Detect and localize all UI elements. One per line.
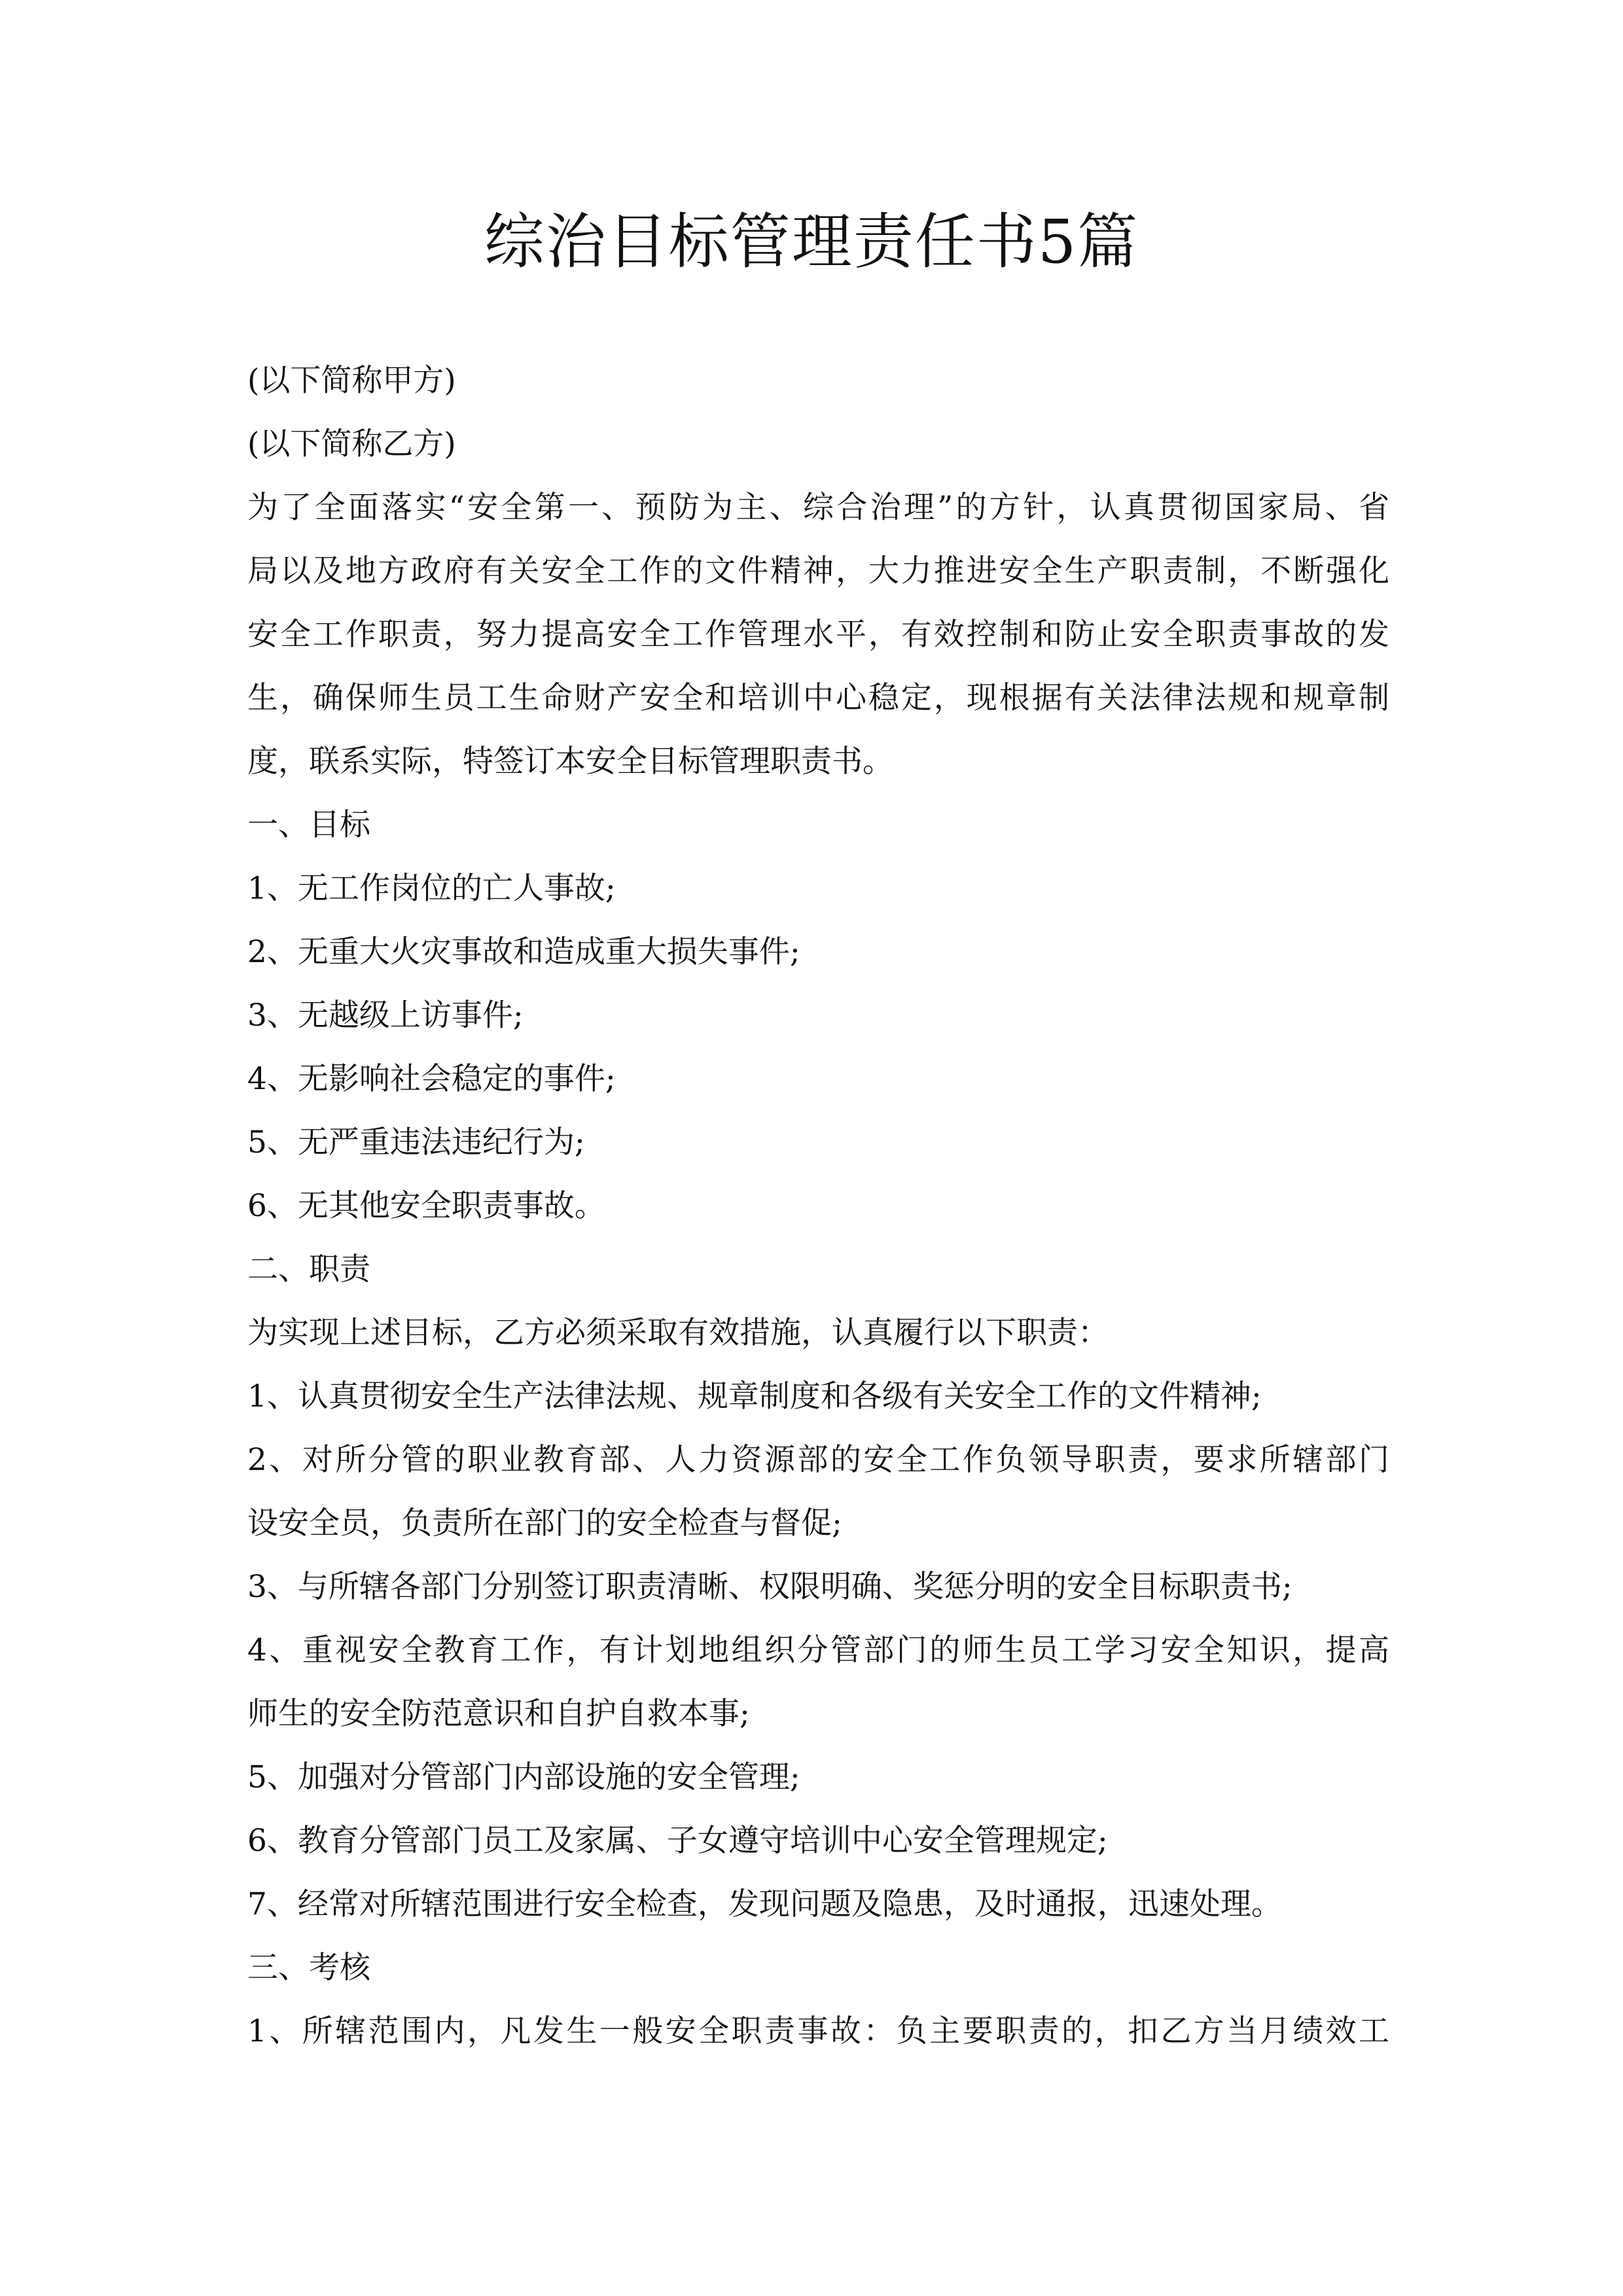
document-title: 综治目标管理责任书5篇	[484, 207, 1139, 277]
duty-item-4-line-2: 师生的安全防范意识和自护自救本事;	[247, 1696, 750, 1732]
duty-item-2-line-2: 设安全员，负责所在部门的安全检查与督促;	[247, 1505, 842, 1541]
duties-intro: 为实现上述目标，乙方必须采取有效措施，认真履行以下职责：	[247, 1315, 1109, 1351]
assessment-item-1-line-1: 1、所辖范围内，凡发生一般安全职责事故：负主要职责的，扣乙方当月绩效工	[247, 2013, 1389, 2049]
section-heading-goals: 一、目标	[247, 807, 370, 843]
goal-item-2: 2、无重大火灾事故和造成重大损失事件;	[247, 934, 800, 970]
duty-item-4-line-1: 4、重视安全教育工作，有计划地组织分管部门的师生员工学习安全知识，提高	[247, 1632, 1389, 1668]
duty-item-6: 6、教育分管部门员工及家属、子女遵守培训中心安全管理规定;	[247, 1823, 1108, 1859]
duty-item-2-line-1: 2、对所分管的职业教育部、人力资源部的安全工作负领导职责，要求所辖部门	[247, 1442, 1389, 1478]
document-body	[247, 349, 1389, 2063]
goal-item-6: 6、无其他安全职责事故。	[247, 1188, 605, 1224]
intro-paragraph-line-4: 生，确保师生员工生命财产安全和培训中心稳定，现根据有关法律法规和规章制	[247, 680, 1389, 716]
duty-item-5: 5、加强对分管部门内部设施的安全管理;	[247, 1759, 800, 1795]
section-heading-duties: 二、职责	[247, 1251, 370, 1287]
duty-item-1: 1、认真贯彻安全生产法律法规、规章制度和各级有关安全工作的文件精神;	[247, 1378, 1262, 1414]
goal-item-5: 5、无严重违法违纪行为;	[247, 1124, 585, 1160]
intro-paragraph-line-3: 安全工作职责，努力提高安全工作管理水平，有效控制和防止安全职责事故的发	[247, 617, 1389, 653]
goal-item-4: 4、无影响社会稳定的事件;	[247, 1061, 616, 1097]
goal-item-3: 3、无越级上访事件;	[247, 997, 524, 1033]
party-b-line: (以下简称乙方)	[247, 426, 456, 462]
intro-paragraph-line-5: 度，联系实际，特签订本安全目标管理职责书。	[247, 744, 893, 780]
intro-paragraph-line-1: 为了全面落实“安全第一、预防为主、综合治理”的方针，认真贯彻国家局、省	[247, 490, 1389, 526]
party-a-line: (以下简称甲方)	[247, 363, 456, 399]
duty-item-7: 7、经常对所辖范围进行安全检查，发现问题及隐患，及时通报，迅速处理。	[247, 1886, 1282, 1922]
duty-item-3: 3、与所辖各部门分别签订职责清晰、权限明确、奖惩分明的安全目标职责书;	[247, 1569, 1293, 1605]
section-heading-assessment: 三、考核	[247, 1950, 370, 1986]
goal-item-1: 1、无工作岗位的亡人事故;	[247, 870, 616, 906]
intro-paragraph-line-2: 局以及地方政府有关安全工作的文件精神，大力推进安全生产职责制，不断强化	[247, 553, 1389, 589]
